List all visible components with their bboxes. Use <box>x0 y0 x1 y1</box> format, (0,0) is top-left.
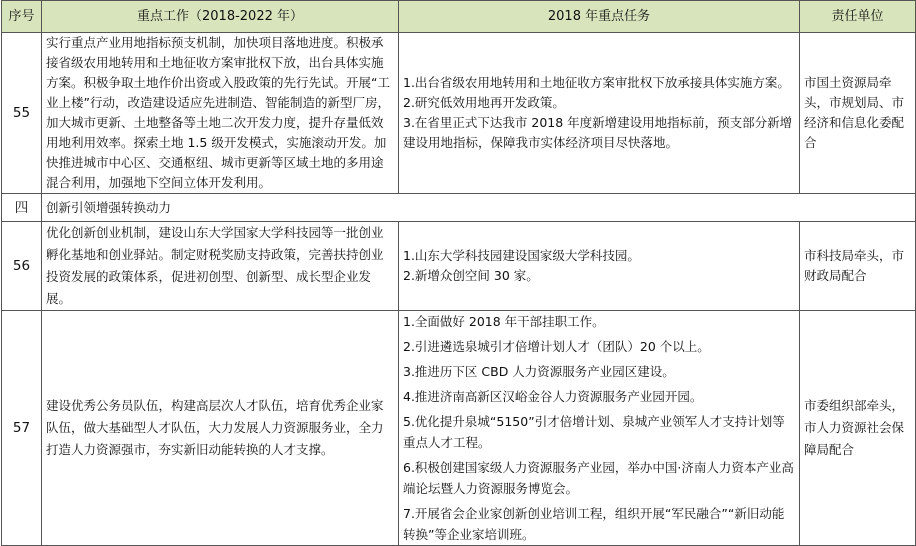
table-row <box>2 222 916 311</box>
task-item: 6.积极创建国家级人力资源服务产业园，举办中国·济南人力资本产业高端论坛暨人力资源服务博览会。 <box>403 460 794 496</box>
row-tasks <box>399 222 800 311</box>
header-work: 重点工作（2018-2022 年） <box>42 1 399 33</box>
row-work: 实行重点产业用地指标预支机制，加快项目落地进度。积极承接省级农用地转用和土地征收方案审批权下放，出台具体实施方案。积极争取土地作价出资或入股政策的先行先试。开展“工业上楼”行动，改造建设适应先进制造、智能制造的新型厂房，加大城市更新、土地整备等土地二次开发力度，提升存量低效用地利用效率。探索土地 1.5 级开发模式，实施滚动开发。加快推进城市中心区、交通枢纽、城市更新等区域土地的多用途混合利用，加强地下空间立体开发利用。 <box>42 33 399 194</box>
task-item: 1.出台省级农用地转用和土地征收方案审批权下放承接具体实施方案。 <box>403 75 790 90</box>
row-unit: 市委组织部牵头，市人力资源社会保障局配合 <box>800 311 916 546</box>
task-item: 1.全面做好 2018 年干部挂职工作。 <box>403 314 605 329</box>
task-item: 5.优化提升泉城“5150”引才倍增计划、泉城产业领军人才支持计划等重点人才工程。 <box>403 414 785 450</box>
table-header-row <box>2 1 916 33</box>
section-number: 四 <box>2 194 42 222</box>
tasks-table <box>1 0 916 546</box>
task-item: 2.研究低效用地再开发政策。 <box>403 95 565 110</box>
table-row <box>2 33 916 194</box>
task-item: 4.推进济南高新区汉峪金谷人力资源服务产业园开园。 <box>403 389 703 404</box>
task-item: 3.推进历下区 CBD 人力资源服务产业园区建设。 <box>403 364 675 379</box>
header-tasks: 2018 年重点任务 <box>399 1 800 33</box>
task-item: 3.在省里正式下达我市 2018 年度新增建设用地指标前，预支部分新增建设用地指标，保障我市实体经济项目尽快落地。 <box>403 115 793 150</box>
row-number: 55 <box>2 33 42 194</box>
table-row <box>2 311 916 546</box>
row-tasks <box>399 311 800 546</box>
task-item: 1.山东大学科技园建设国家级大学科技园。 <box>403 248 640 263</box>
task-item: 2.新增众创空间 30 家。 <box>403 268 539 283</box>
row-tasks <box>399 33 800 194</box>
section-row <box>2 194 916 222</box>
row-work: 优化创新创业机制，建设山东大学国家大学科技园等一批创业孵化基地和创业驿站。制定财税奖励支持政策，完善扶持创业投资发展的政策体系，促进初创型、创新型、成长型企业发展。 <box>42 222 399 311</box>
row-unit: 市科技局牵头，市财政局配合 <box>800 222 916 311</box>
row-number: 56 <box>2 222 42 311</box>
row-work: 建设优秀公务员队伍，构建高层次人才队伍，培育优秀企业家队伍，做大基础型人才队伍，大力发展人力资源服务业，全力打造人力资源强市，夯实新旧动能转换的人才支撑。 <box>42 311 399 546</box>
row-number: 57 <box>2 311 42 546</box>
header-unit: 责任单位 <box>800 1 916 33</box>
task-item: 7.开展省会企业家创新创业培训工程，组织开展“军民融合”“新旧动能转换”等企业家培训班。 <box>403 506 785 542</box>
header-num: 序号 <box>2 1 42 33</box>
section-title: 创新引领增强转换动力 <box>42 194 916 222</box>
row-unit: 市国土资源局牵头，市规划局、市经济和信息化委配合 <box>800 33 916 194</box>
task-item: 2.引进遴选泉城引才倍增计划人才（团队）20 个以上。 <box>403 339 710 354</box>
